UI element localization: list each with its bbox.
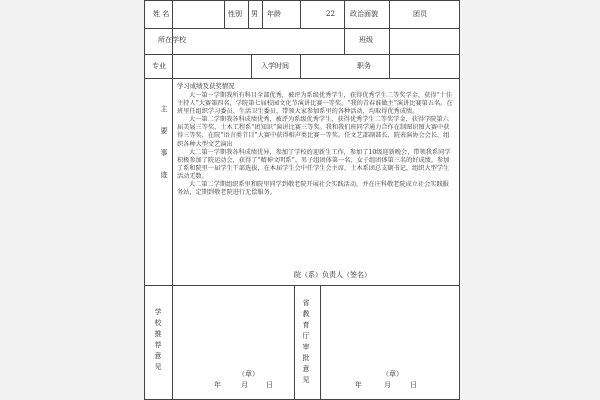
age-label: 年龄 [267, 10, 281, 18]
col-divider [300, 0, 301, 28]
col-divider [300, 54, 301, 78]
class-label: 班级 [359, 36, 373, 44]
position-label: 职务 [357, 62, 371, 70]
gender-value: 男 [251, 10, 258, 18]
row-divider [144, 285, 460, 286]
deeds-paragraph: 大二第二学期组织系里和院里同学到敬老院开展社会实践活动，并在庄科敬老院成立社会实践服务站，定期到敬老院进行无偿服务。 [177, 181, 449, 197]
col-divider [344, 0, 345, 54]
deeds-title: 学习成绩及获奖情况 [177, 82, 235, 90]
gender-label: 性别 [228, 10, 242, 18]
row-divider [144, 54, 460, 55]
row-divider [144, 28, 460, 29]
col-divider [320, 285, 321, 400]
edu-dept-day: 日 [410, 381, 417, 389]
col-divider [294, 285, 295, 400]
school-seal: （章） [238, 370, 259, 378]
col-divider [389, 0, 390, 78]
political-status-label: 政治面貌 [350, 10, 378, 18]
deeds-paragraph: 大一第一学期我所有科目全部优秀，被评为系级优秀学生，获得优秀学生二等奖学金，获得“十佳主持人”大赛第四名，学院第七届校园文化节演讲比赛一等奖，“我的青春谁做主”演讲比赛第五名。在班里任组织学习委员、生活卫生委员，带领大家参加系里的各种活动，均取得优秀成绩。 [177, 92, 453, 116]
school-recommendation-label: 学校推荐意见 [154, 308, 162, 371]
form-border-top [144, 0, 460, 1]
edu-dept-seal: （章） [382, 370, 403, 378]
form-border-left [144, 0, 145, 400]
deeds-paragraph: 大一第二学期我各科成绩优秀，被评为系级优秀学生，获得优秀学生二等奖学金、获得学院第六届美展三等奖、土木工程系“团知识”演讲比赛三等奖。我和我们班同学通力合作在制图识图大赛中获得三等奖，在院“语言类节目”大赛中获得相声类比赛一等奖。任文艺部副部长，院表演协会会长，组织各种大型文艺演出 [177, 116, 450, 148]
col-divider [262, 0, 263, 28]
school-label: 所在学校 [158, 36, 186, 44]
col-divider [248, 0, 249, 28]
row-divider [144, 78, 460, 79]
label-column-divider [172, 0, 173, 400]
school-month: 月 [241, 381, 248, 389]
main-deeds-label: 主要事迹 [160, 105, 168, 179]
school-year: 年 [214, 381, 221, 389]
dept-head-signature: 院（系）负责人（签名） [294, 271, 371, 279]
enroll-date-label: 入学时间 [261, 62, 289, 70]
edu-dept-year: 年 [355, 381, 362, 389]
school-day: 日 [266, 381, 273, 389]
education-dept-approval-label: 省教育厅审批意见 [302, 299, 310, 384]
name-label: 姓 名 [153, 10, 170, 18]
deeds-paragraph: 大二第一学期我各科成绩优异，参加了学校的迎新生工作，参加了10级迎新晚会，带领我系同学积极参加了院运动会，获得了“精神文明系”。男子组团体第一名、女子组团体第三名的好成绩。参加了系和院里一届学生干部选拔，在本届学生会中任学生会主席，土木系团总支副书记，组织大型学生活动无数。 [177, 148, 451, 180]
political-status-value: 团员 [413, 10, 427, 18]
age-value: 22 [326, 10, 335, 18]
col-divider [224, 0, 225, 28]
deeds-text [177, 92, 455, 197]
major-label: 专业 [152, 62, 166, 70]
application-form [144, 0, 460, 400]
col-divider [251, 54, 252, 78]
form-border-right [459, 0, 460, 400]
edu-dept-month: 月 [384, 381, 391, 389]
